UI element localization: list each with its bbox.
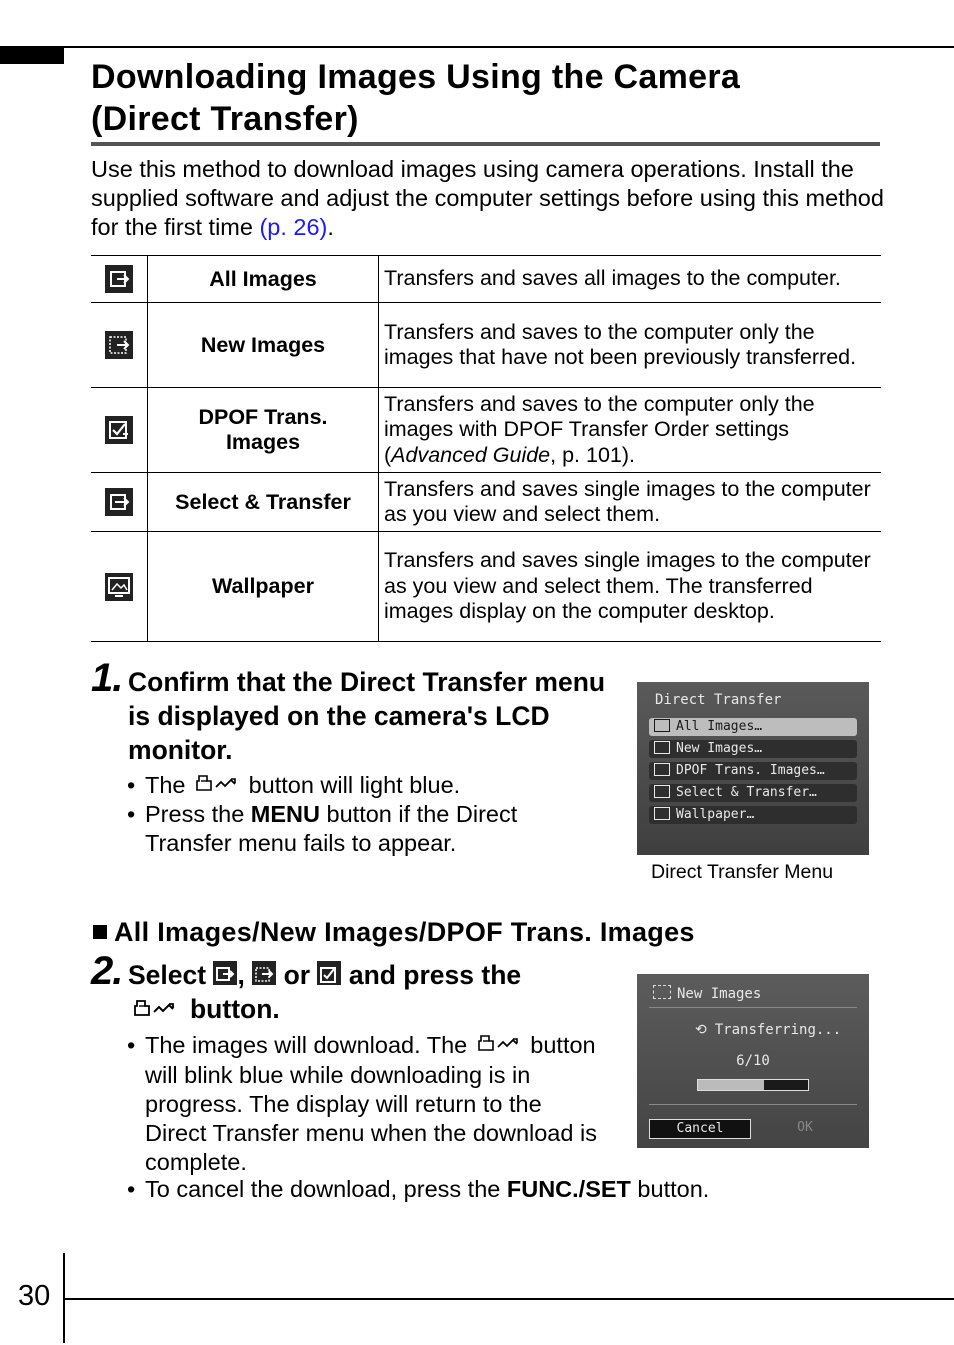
- mode-desc: Transfers and saves to the computer only the images that have not been previously transferred.: [379, 303, 882, 388]
- menu-item-new-images: New Images…: [649, 740, 857, 758]
- section-heading: All Images/New Images/DPOF Trans. Images: [93, 917, 695, 948]
- table-row: [91, 256, 881, 303]
- chapter-tab: [0, 46, 64, 64]
- step-2-number: 2.: [91, 949, 123, 993]
- direct-transfer-screen: [637, 682, 869, 855]
- footer-rule: [63, 1298, 954, 1300]
- new-images-icon: [105, 331, 133, 359]
- menu-item-select-transfer: Select & Transfer…: [649, 784, 857, 802]
- table-row: [91, 303, 881, 388]
- progress-fill: [698, 1080, 764, 1090]
- step-1-heading: Confirm that the Direct Transfer menu is displayed on the camera's LCD monitor.: [128, 667, 606, 765]
- step-1-bullet-2: • Press the MENU button if the Direct Transfer menu fails to appear.: [127, 801, 518, 856]
- new-images-icon: [654, 741, 670, 754]
- step-2-bullet-2: • To cancel the download, press the FUNC./SET button.: [127, 1176, 710, 1202]
- step-1-number: 1.: [91, 656, 123, 700]
- intro-paragraph: Use this method to download images using camera operations. Install the supplied software and adjust the computer settings before using this method for the first time (p. 26).: [91, 156, 884, 240]
- dpof-icon: [105, 416, 133, 444]
- mode-desc: Transfers and saves single images to the computer as you view and select them.: [379, 473, 882, 532]
- title-rule: [91, 142, 880, 146]
- table-row: [91, 388, 881, 473]
- mode-desc: Transfers and saves all images to the computer.: [379, 256, 882, 303]
- cancel-button: Cancel: [649, 1119, 751, 1139]
- new-images-icon: [252, 961, 276, 985]
- mode-name: DPOF Trans. Images: [148, 388, 379, 473]
- menu-item-dpof: DPOF Trans. Images…: [649, 762, 857, 780]
- print-share-button-icon: [192, 772, 242, 801]
- all-images-icon: [654, 719, 670, 732]
- select-transfer-icon: [105, 488, 133, 516]
- transfer-modes-table: [91, 255, 881, 642]
- all-images-icon: [105, 265, 133, 293]
- new-images-transfer-screen: [637, 974, 869, 1148]
- screen-title: Direct Transfer: [655, 692, 782, 708]
- table-row: [91, 473, 881, 532]
- transfer-icon: ⟲: [695, 1022, 707, 1038]
- figure-caption: Direct Transfer Menu: [651, 861, 834, 883]
- ok-button: OK: [797, 1120, 813, 1135]
- square-bullet-icon: [93, 925, 107, 939]
- transfer-status: Transferring...: [714, 1022, 842, 1038]
- step-2-bullet-1: • The images will download. The button will blink blue while downloading is in progress. The display will return to the Direct Transfer menu when the download is complete.: [127, 1032, 597, 1176]
- menu-item-wallpaper: Wallpaper…: [649, 806, 857, 824]
- progress-bar: [697, 1079, 809, 1091]
- mode-name: Wallpaper: [148, 532, 379, 642]
- mode-desc: Transfers and saves to the computer only the images with DPOF Transfer Order settings (Advanced Guide, p. 101).: [379, 388, 882, 473]
- wallpaper-icon: [105, 573, 133, 601]
- page-number: 30: [18, 1280, 51, 1312]
- table-row: [91, 532, 881, 642]
- screen-title: New Images: [677, 986, 762, 1002]
- page-title: [91, 56, 891, 140]
- mode-name: All Images: [148, 256, 379, 303]
- page-link[interactable]: (p. 26): [259, 214, 328, 240]
- top-rule: [0, 46, 954, 48]
- step-1-bullet-1: • The button will light blue.: [145, 771, 625, 801]
- title-line-1: Downloading Images Using the Camera: [91, 58, 741, 96]
- title-line-2: (Direct Transfer): [91, 100, 359, 138]
- print-share-button-icon: [474, 1032, 524, 1061]
- transfer-count: 6/10: [736, 1053, 770, 1069]
- mode-desc: Transfers and saves single images to the computer as you view and select them. The transferred images display on the computer desktop.: [379, 532, 882, 642]
- all-images-icon: [213, 961, 237, 985]
- dpof-icon: [654, 763, 670, 776]
- mode-name: New Images: [148, 303, 379, 388]
- new-images-icon: [653, 985, 671, 999]
- dpof-icon: [317, 961, 341, 985]
- menu-item-all-images: All Images…: [649, 718, 857, 736]
- select-transfer-icon: [654, 785, 670, 798]
- mode-name: Select & Transfer: [148, 473, 379, 532]
- wallpaper-icon: [654, 807, 670, 820]
- print-share-button-icon: [128, 994, 182, 1028]
- step-2-heading: Select , or and press the button.: [128, 958, 608, 1028]
